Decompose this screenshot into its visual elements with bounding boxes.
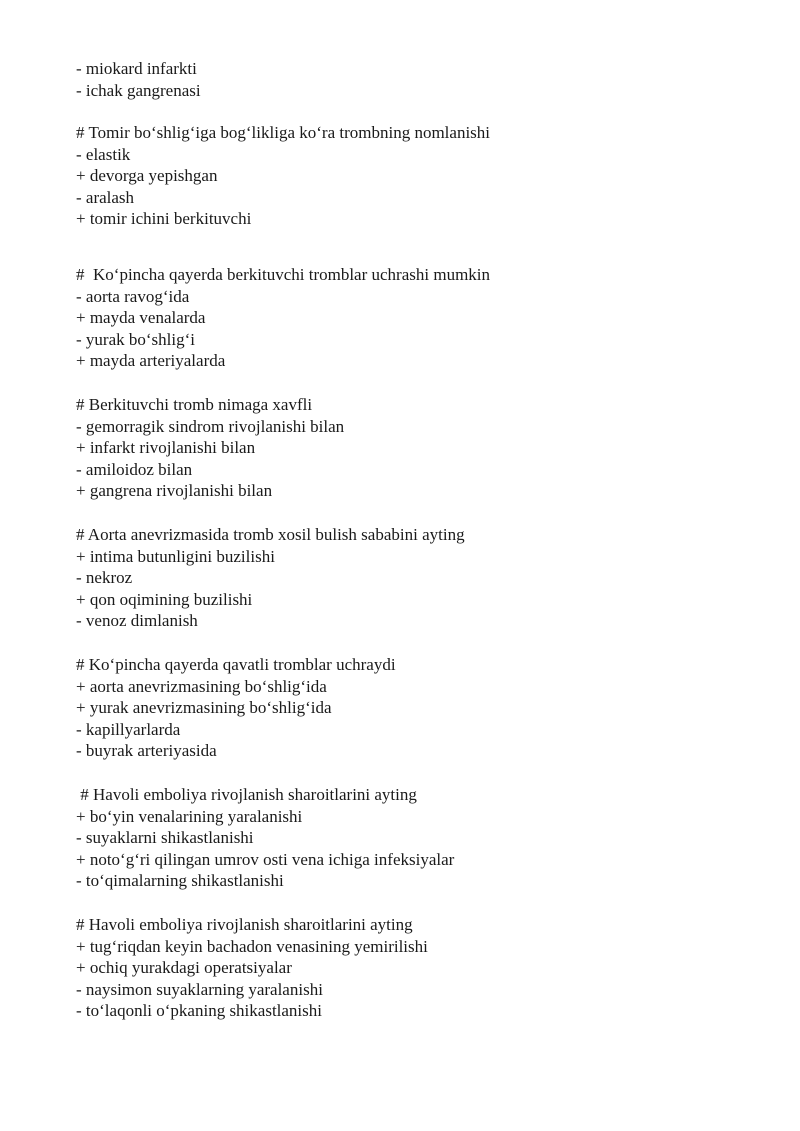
answer-option: + mayda venalarda (76, 308, 206, 328)
question-block (76, 654, 756, 762)
question-text: # Ko‘pincha qayerda qavatli tromblar uchraydi (76, 655, 396, 674)
question-block (76, 914, 756, 1022)
answer-option: + mayda arteriyalarda (76, 351, 226, 371)
answer-option: - miokard infarkti (76, 59, 197, 78)
answer-option: - naysimon suyaklarning yaralanishi (76, 979, 323, 999)
question-text: # Ko‘pincha qayerda berkituvchi tromblar uchrashi mumkin (76, 265, 491, 284)
answer-option: + ochiq yurakdagi operatsiyalar (76, 958, 292, 978)
answer-option: - aralash (76, 187, 135, 207)
question-text: # Havoli emboliya rivojlanish sharoitlarini ayting (76, 915, 413, 934)
question-block (76, 264, 756, 372)
answer-option: + aorta anevrizmasining bo‘shlig‘ida (76, 676, 327, 696)
question-text: # Havoli emboliya rivojlanish sharoitlarini ayting (76, 785, 417, 804)
answer-option: + tug‘riqdan keyin bachadon venasining yemirilishi (76, 936, 428, 956)
answer-option: - yurak bo‘shlig‘i (76, 329, 195, 349)
answer-option: - suyaklarni shikastlanishi (76, 828, 254, 848)
intro-options (76, 58, 756, 101)
question-block (76, 524, 756, 632)
answer-option: - to‘qimalarning shikastlanishi (76, 871, 284, 891)
question-text: # Aorta anevrizmasida tromb xosil bulish sababini ayting (76, 525, 465, 544)
answer-option: - venoz dimlanish (76, 611, 198, 631)
question-block (76, 122, 756, 230)
answer-option: - to‘laqonli o‘pkaning shikastlanishi (76, 1001, 322, 1021)
question-text: # Berkituvchi tromb nimaga xavfli (76, 395, 313, 414)
answer-option: + yurak anevrizmasining bo‘shlig‘ida (76, 698, 332, 718)
answer-option: - ichak gangrenasi (76, 80, 201, 100)
answer-option: + bo‘yin venalarining yaralanishi (76, 806, 303, 826)
answer-option: + tomir ichini berkituvchi (76, 209, 252, 229)
question-block (76, 784, 756, 892)
answer-option: - kapillyarlarda (76, 719, 181, 739)
answer-option: + devorga yepishgan (76, 166, 218, 186)
question-block (76, 394, 756, 502)
answer-option: - gemorragik sindrom rivojlanishi bilan (76, 416, 345, 436)
answer-option: - aorta ravog‘ida (76, 286, 190, 306)
answer-option: + noto‘g‘ri qilingan umrov osti vena ichiga infeksiyalar (76, 849, 455, 869)
answer-option: + gangrena rivojlanishi bilan (76, 481, 273, 501)
answer-option: + intima butunligini buzilishi (76, 546, 275, 566)
answer-option: + qon oqimining buzilishi (76, 589, 253, 609)
answer-option: - elastik (76, 144, 131, 164)
answer-option: - buyrak arteriyasida (76, 741, 217, 761)
question-text: # Tomir bo‘shlig‘iga bog‘likliga ko‘ra trombning nomlanishi (76, 123, 491, 142)
answer-option: + infarkt rivojlanishi bilan (76, 438, 256, 458)
answer-option: - nekroz (76, 568, 133, 588)
answer-option: - amiloidoz bilan (76, 459, 193, 479)
